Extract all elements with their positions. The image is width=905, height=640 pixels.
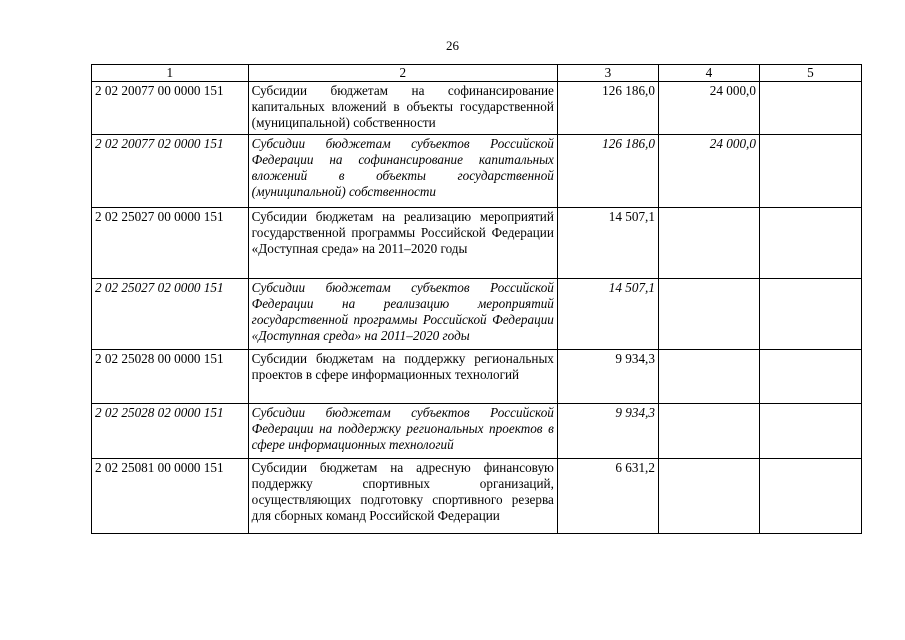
amount-col3-cell: 9 934,3 <box>557 404 658 459</box>
amount-col5-cell <box>759 208 861 279</box>
amount-col4-cell <box>658 404 759 459</box>
amount-col3-cell: 14 507,1 <box>557 279 658 350</box>
amount-col3-cell: 9 934,3 <box>557 350 658 404</box>
amount-col4-cell <box>658 279 759 350</box>
table-row <box>92 82 862 135</box>
budget-code-cell: 2 02 25027 02 0000 151 <box>92 279 249 350</box>
column-header-3: 3 <box>557 65 658 82</box>
amount-col5-cell <box>759 279 861 350</box>
column-header-5: 5 <box>759 65 861 82</box>
amount-col5-cell <box>759 404 861 459</box>
budget-table <box>91 64 862 534</box>
amount-col5-cell <box>759 82 861 135</box>
table-header-row <box>92 65 862 82</box>
page-number: 26 <box>446 38 459 53</box>
item-name-cell: Субсидии бюджетам субъектов Российской Федерации на софинансирование капитальных вложений в объекты государственной (муниципальной) собственности <box>248 135 557 208</box>
amount-col4-cell <box>658 459 759 534</box>
budget-code-cell: 2 02 25081 00 0000 151 <box>92 459 249 534</box>
item-name-cell: Субсидии бюджетам субъектов Российской Федерации на поддержку региональных проектов в сфере информационных технологий <box>248 404 557 459</box>
table-row <box>92 459 862 534</box>
budget-code-cell: 2 02 25028 02 0000 151 <box>92 404 249 459</box>
table-row <box>92 350 862 404</box>
item-name-cell: Субсидии бюджетам на поддержку региональных проектов в сфере информационных технологий <box>248 350 557 404</box>
table-row <box>92 208 862 279</box>
amount-col4-cell <box>658 208 759 279</box>
column-header-2: 2 <box>248 65 557 82</box>
item-name-cell: Субсидии бюджетам субъектов Российской Федерации на реализацию мероприятий государственной программы Российской Федерации «Доступная среда» на 2011–2020 годы <box>248 279 557 350</box>
amount-col4-cell <box>658 350 759 404</box>
budget-code-cell: 2 02 25027 00 0000 151 <box>92 208 249 279</box>
budget-code-cell: 2 02 20077 02 0000 151 <box>92 135 249 208</box>
amount-col3-cell: 14 507,1 <box>557 208 658 279</box>
amount-col5-cell <box>759 459 861 534</box>
amount-col4-cell: 24 000,0 <box>658 135 759 208</box>
amount-col3-cell: 126 186,0 <box>557 135 658 208</box>
budget-code-cell: 2 02 20077 00 0000 151 <box>92 82 249 135</box>
item-name-cell: Субсидии бюджетам на адресную финансовую поддержку спортивных организаций, осуществляющих подготовку спортивного резерва для сборных команд Российской Федерации <box>248 459 557 534</box>
amount-col3-cell: 6 631,2 <box>557 459 658 534</box>
amount-col5-cell <box>759 350 861 404</box>
amount-col4-cell: 24 000,0 <box>658 82 759 135</box>
table-row <box>92 404 862 459</box>
budget-code-cell: 2 02 25028 00 0000 151 <box>92 350 249 404</box>
item-name-cell: Субсидии бюджетам на софинансирование капитальных вложений в объекты государственной (муниципальной) собственности <box>248 82 557 135</box>
table-row <box>92 135 862 208</box>
table-row <box>92 279 862 350</box>
column-header-4: 4 <box>658 65 759 82</box>
column-header-1: 1 <box>92 65 249 82</box>
amount-col5-cell <box>759 135 861 208</box>
item-name-cell: Субсидии бюджетам на реализацию мероприятий государственной программы Российской Федерации «Доступная среда» на 2011–2020 годы <box>248 208 557 279</box>
amount-col3-cell: 126 186,0 <box>557 82 658 135</box>
